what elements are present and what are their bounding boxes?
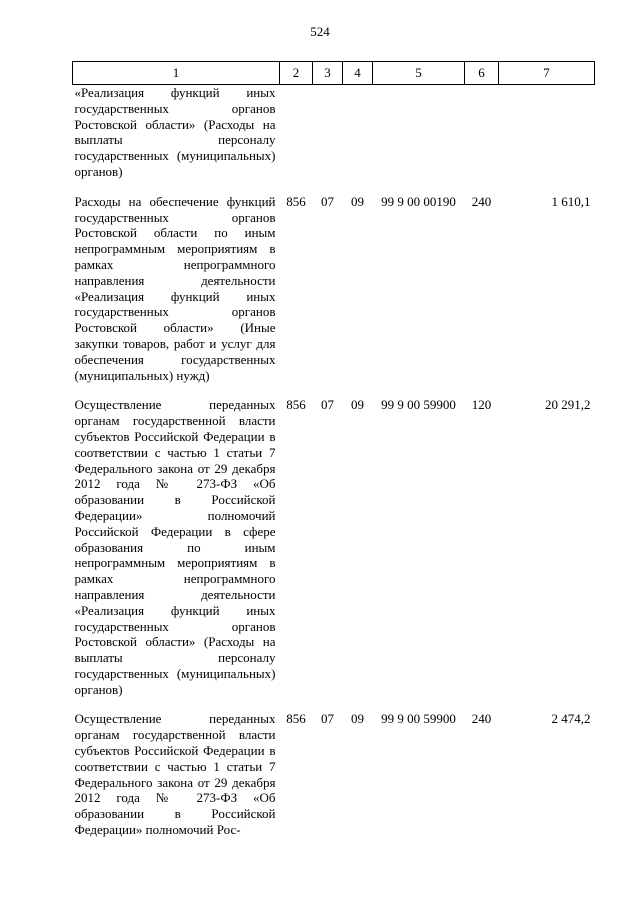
row-section: [313, 85, 343, 192]
row-target: 99 9 00 59900: [381, 711, 456, 727]
row-code: 856: [286, 193, 306, 209]
row-amount: 1 610,1: [551, 193, 591, 209]
table-row: [73, 395, 595, 709]
header-col-5: 5: [373, 62, 465, 85]
row-type: 120: [471, 397, 492, 413]
row-section: 07: [321, 397, 334, 413]
row-amount: 2 474,2: [551, 711, 591, 727]
row-code: 856: [286, 711, 306, 727]
row-subsection: [343, 85, 373, 192]
row-amount: [499, 85, 595, 192]
header-col-6: 6: [465, 62, 499, 85]
header-col-4: 4: [343, 62, 373, 85]
header-col-3: 3: [313, 62, 343, 85]
table-row: [73, 192, 595, 396]
table-row: [73, 709, 595, 849]
row-code: 856: [286, 397, 306, 413]
row-type: [465, 85, 499, 192]
row-target: [373, 85, 465, 192]
header-col-7: 7: [499, 62, 595, 85]
row-subsection: 09: [351, 193, 364, 209]
page-number: 524: [310, 24, 330, 39]
row-type: 240: [471, 193, 492, 209]
row-subsection: 09: [351, 397, 364, 413]
row-target: 99 9 00 59900: [381, 397, 456, 413]
row-description: Осуществление переданных органам государственной власти субъектов Российской Федерации в соответствии с частью 1 статьи 7 Федерального закона от 29 декабря 2012 года № 273-ФЗ «Об образовании в Российской Федерации» полномочий Рос-: [74, 711, 276, 838]
table-row: [73, 85, 595, 192]
header-row: [73, 62, 595, 85]
row-description: Осуществление переданных органам государственной власти субъектов Российской Федерации в соответствии с частью 1 статьи 7 Федерального закона от 29 декабря 2012 года № 273-ФЗ «Об образовании в Российской Федерации» полномочий Российской Федерации в сфере образования по иным непрограммным мероприятиям в рамках непрограммного направления деятельности «Реализация функций иных государственных органов Ростовской области» (Расходы на выплаты персоналу государственных (муниципальных) органов): [74, 397, 276, 697]
row-target: 99 9 00 00190: [381, 193, 456, 209]
budget-table: [72, 61, 595, 850]
header-col-1: 1: [73, 62, 280, 85]
row-subsection: 09: [351, 711, 364, 727]
row-description: «Реализация функций иных государственных органов Ростовской области» (Расходы на выплаты персоналу государственных (муниципальных) органов): [74, 85, 276, 179]
row-code: [280, 85, 313, 192]
row-amount: 20 291,2: [545, 397, 591, 413]
row-section: 07: [321, 711, 334, 727]
row-type: 240: [471, 711, 492, 727]
row-section: 07: [321, 193, 334, 209]
header-col-2: 2: [280, 62, 313, 85]
row-description: Расходы на обеспечение функций государственных органов Ростовской области по иным непрограммным мероприятиям в рамках непрограммного направления деятельности «Реализация функций иных государственных органов Ростовской области» (Иные закупки товаров, работ и услуг для обеспечения государственных (муниципальных) нужд): [74, 193, 276, 383]
